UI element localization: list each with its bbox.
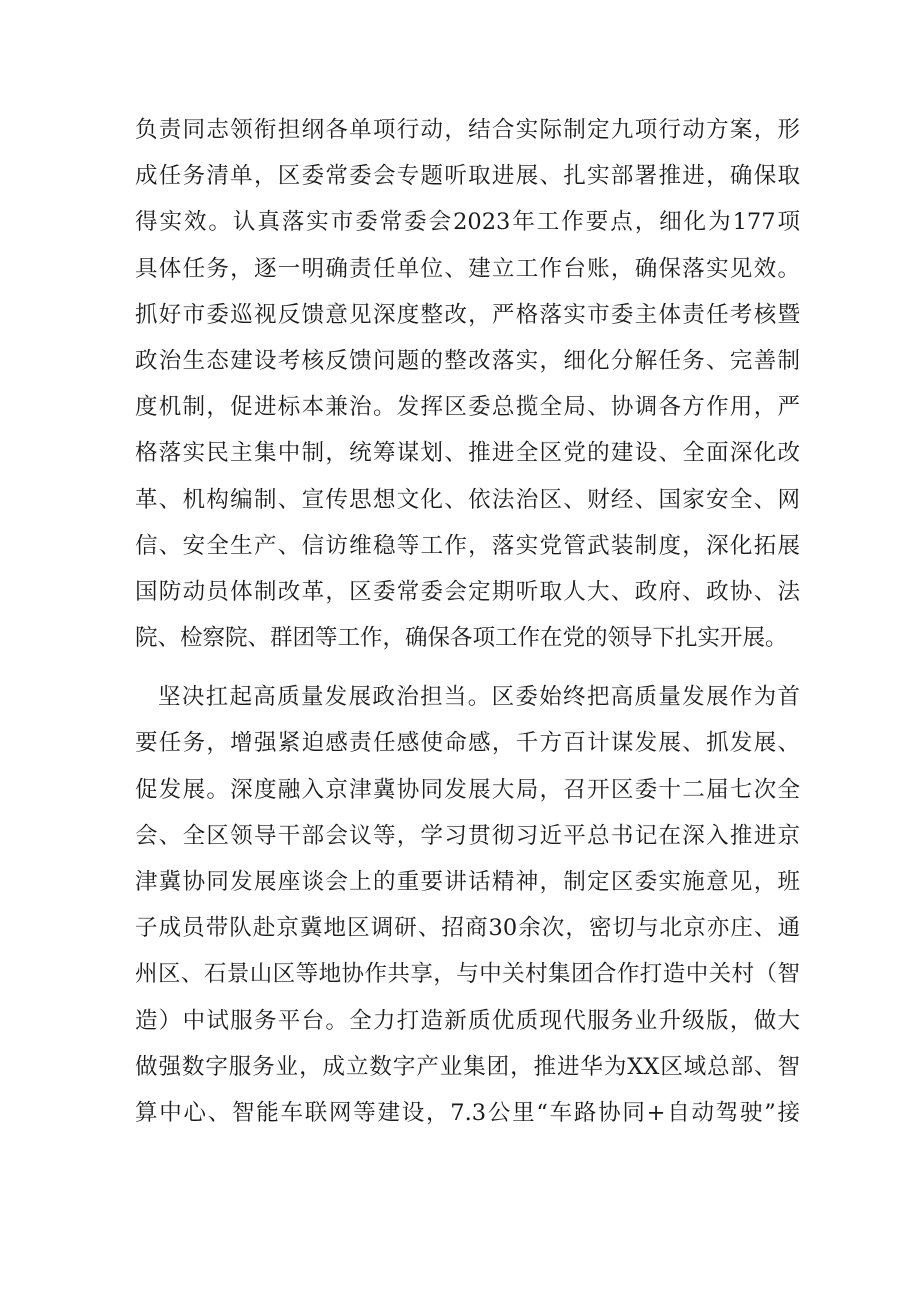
text-line: 成任务清单，区委常委会专题听取进展、扎实部署推进，确保取 [135,163,800,190]
text-line: 负责同志领衔担纲各单项行动，结合实际制定九项行动方案，形 [135,117,800,143]
text-line: 要任务，增强紧迫感责任感使命感，千方百计谋发展、抓发展、 [135,730,800,757]
text-line: 度机制，促进标本兼治。发挥区委总揽全局、协调各方作用，严 [135,394,800,421]
text-line: 子成员带队赴京冀地区调研、招商30余次，密切与北京亦庄、通 [135,915,800,942]
text-line: 造）中试服务平台。全力打造新质优质现代服务业升级版，做大 [135,1007,800,1034]
text-line: 州区、石景山区等地协作共享，与中关村集团合作打造中关村（智 [135,961,800,988]
text-line: 格落实民主集中制，统筹谋划、推进全区党的建设、全面深化改 [135,440,800,467]
text-line: 革、机构编制、宣传思想文化、依法治区、财经、国家安全、网 [135,486,800,513]
text-line: 促发展。深度融入京津冀协同发展大局，召开区委十二届七次全 [135,776,800,803]
text-line: 院、检察院、群团等工作，确保各项工作在党的领导下扎实开展。 [135,625,788,652]
text-line: 得实效。认真落实市委常委会2023年工作要点，细化为177项 [135,209,800,236]
text-line: 国防动员体制改革，区委常委会定期听取人大、政府、政协、法 [135,578,800,605]
paragraph-2 [135,674,800,1136]
document-body [135,107,800,1136]
text-line: 政治生态建设考核反馈问题的整改落实，细化分解任务、完善制 [135,347,800,374]
text-line: 做强数字服务业，成立数字产业集团，推进华为XX区域总部、智 [135,1053,800,1080]
text-line: 具体任务，逐一明确责任单位、建立工作台账，确保落实见效。 [135,255,800,282]
text-line: 抓好市委巡视反馈意见深度整改，严格落实市委主体责任考核暨 [135,301,800,328]
paragraph-1 [135,107,800,661]
paragraph-spacer [135,661,800,674]
text-line: 会、全区领导干部会议等，学习贯彻习近平总书记在深入推进京 [135,822,800,849]
text-line: 津冀协同发展座谈会上的重要讲话精神，制定区委实施意见，班 [135,869,800,895]
text-line: 算中心、智能车联网等建设，7.3公里“车路协同+自动驾驶”接 [135,1099,800,1126]
text-line: 信、安全生产、信访维稳等工作，落实党管武装制度，深化拓展 [135,532,800,559]
text-line: 坚决扛起高质量发展政治担当。区委始终把高质量发展作为首 [158,684,800,711]
